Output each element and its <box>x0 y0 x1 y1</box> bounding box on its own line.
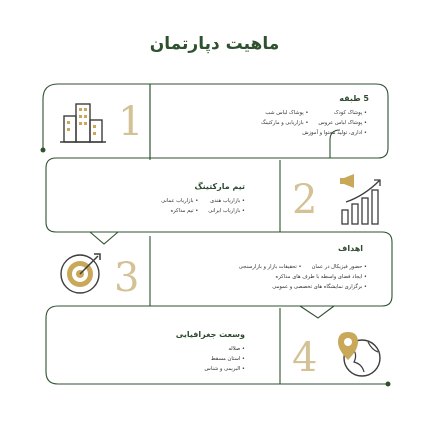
bullet: • پوشاک لباس شب <box>261 108 308 118</box>
row-3-bullets <box>239 262 367 292</box>
bullet: • بازاریاب عمانی <box>161 196 198 206</box>
bullet: • تیم مذاکره <box>161 206 198 216</box>
bullet: • بازاریاب هندی <box>208 196 245 206</box>
target-icon <box>58 250 104 300</box>
bullet: • پوشاک کودک <box>318 108 367 118</box>
marketing-growth-icon <box>338 172 388 232</box>
bullet: • بازاریاب ایرانی <box>208 206 245 216</box>
row-4-bullets <box>204 344 245 374</box>
bullet: • صلاله <box>204 344 245 354</box>
step-number-2: 2 <box>292 177 318 223</box>
bullet: • استان مسقط <box>204 354 245 364</box>
globe-location-icon <box>334 328 386 384</box>
row-3-title: اهداف <box>338 244 363 253</box>
bullet: • اداری، تولید محتوا و آموزش <box>261 128 367 138</box>
step-number-1: 1 <box>118 99 144 145</box>
row-2-bullets <box>161 196 245 216</box>
step-number-3: 3 <box>114 255 140 301</box>
bullet: • ایجاد فضای واسطه با طرف های مذاکره <box>239 272 367 282</box>
bullet: • تحقیقات بازار و بازارسنجی <box>239 262 302 272</box>
row-2-title: تیم مارکتینگ <box>194 182 245 191</box>
bullet: • پوشاک لباس عروس <box>318 118 367 128</box>
row-1-bullets <box>261 108 367 138</box>
buildings-icon <box>60 98 108 150</box>
step-number-4: 4 <box>292 335 318 381</box>
bullet: • حضور فیزیکال در عمان <box>312 262 367 272</box>
row-4-title: وسعت جغرافیایی <box>175 330 245 339</box>
bullet: • البریمی و شناس <box>204 364 245 374</box>
page-title: ماهیت دپارتمان <box>149 34 280 54</box>
row-1-title: 5 طبقه <box>339 94 369 103</box>
bullet: • بازاریابی و مارکتینگ <box>261 118 308 128</box>
bullet: • برگزاری نمایشگاه های تخصصی و عمومی <box>239 282 367 292</box>
